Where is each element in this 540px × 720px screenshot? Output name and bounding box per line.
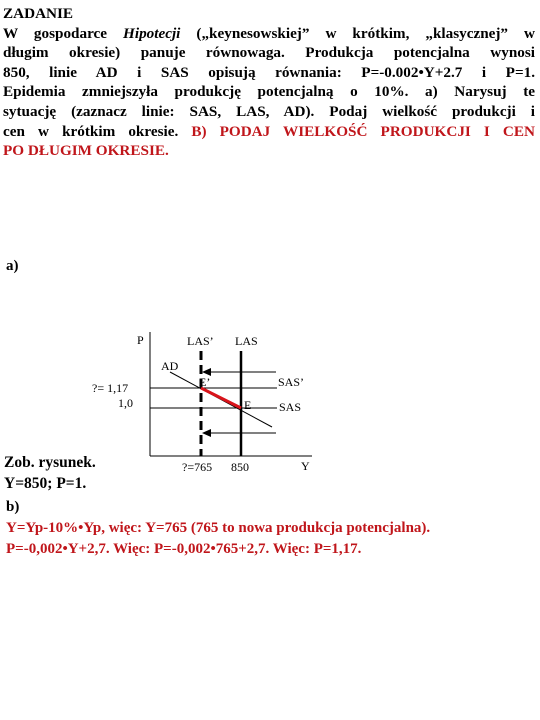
part-b-label: b) (6, 499, 20, 515)
task-heading: ZADANIE (3, 5, 74, 22)
y-axis-label: Y (301, 459, 310, 473)
part-a-label: a) (6, 258, 19, 274)
shift-arrow-upper (202, 368, 276, 376)
e-prime-label: E’ (199, 375, 211, 389)
answer-b-line-1: Y=Yp-10%•Yp, więc: Y=765 (765 to nowa produkcja potencjalna). (6, 520, 431, 536)
p-axis-label: P (137, 333, 144, 347)
shift-arrow-lower (202, 429, 276, 437)
e-label: E (244, 398, 252, 412)
price-old-label: 1,0 (118, 396, 133, 410)
las-prime-label: LAS’ (187, 334, 214, 348)
task-line-6-start: cen w krótkim okresie. (3, 122, 192, 140)
task-line-5: sytuację (zaznacz linie: SAS, LAS, AD). Podaj wielkość produkcji i (3, 102, 535, 120)
sas-label: SAS (279, 400, 302, 414)
task-line-4: Epidemia zmniejszyła produkcję potencjalną o 10%. a) Narysuj te (3, 83, 535, 101)
price-new-label: ?= 1,17 (92, 381, 129, 395)
answer-b-line-2: P=-0,002•Y+2,7. Więc: P=-0,002•765+2,7. Więc: P=1,17. (6, 541, 362, 557)
answer-a-line-2: Y=850; P=1. (4, 475, 87, 492)
y-old-label: 850 (231, 460, 249, 474)
task-line-3: 850, linie AD i SAS opisują równania: P=-0.002•Y+2.7 i P=1. (3, 63, 535, 81)
ad-label: AD (161, 359, 179, 373)
task-question-b-part1: B) PODAJ WIELKOŚĆ PRODUKCJI I CEN (191, 122, 535, 140)
answer-b (6, 497, 430, 560)
answer-a-line-1: Zob. rysunek. (4, 454, 96, 471)
y-new-label: ?=765 (182, 460, 213, 474)
task-line-2: długim okresie) panuje równowaga. Produkcja potencjalna wynosi (3, 44, 535, 62)
task-line-1-end: („keynesowskiej” w krótkim, „klasycznej” w (180, 24, 535, 42)
country-name: Hipotecji (123, 24, 181, 42)
task-line-1-start: W gospodarce (3, 24, 124, 42)
answer-a (4, 452, 96, 494)
adjustment-path (201, 388, 241, 408)
sas-prime-label: SAS’ (278, 375, 305, 389)
task-question-b-part2: PO DŁUGIM OKRESIE. (3, 142, 169, 160)
las-label: LAS (235, 334, 258, 348)
